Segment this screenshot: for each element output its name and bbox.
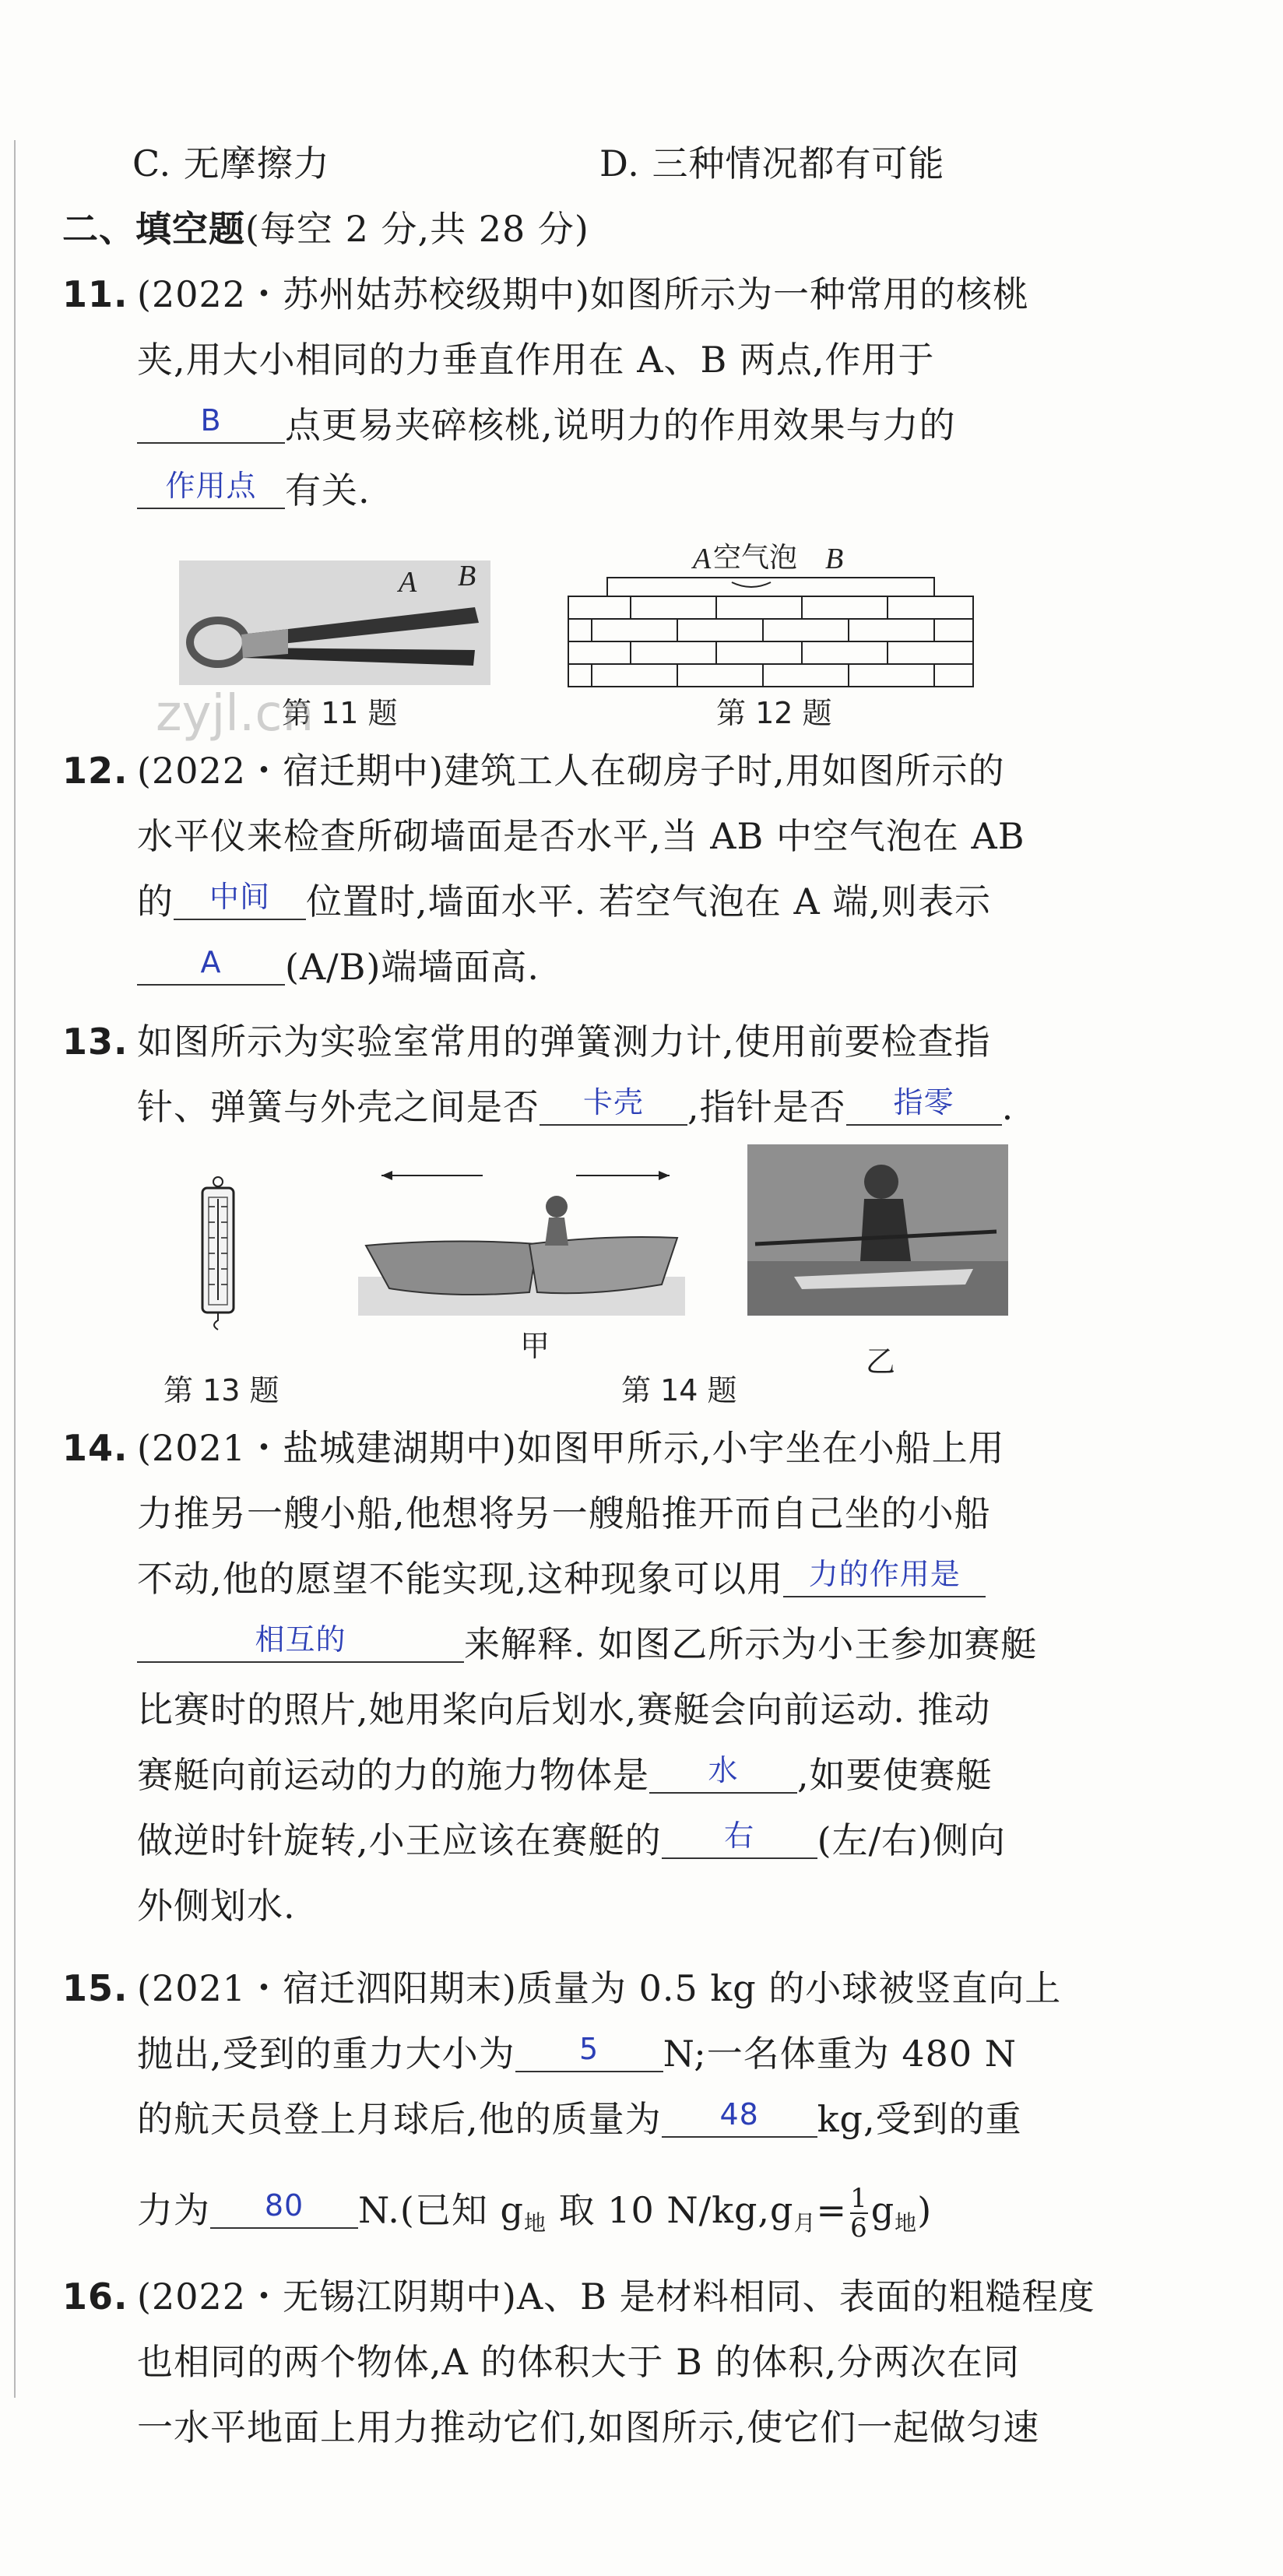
q14-blank2[interactable] bbox=[649, 1753, 797, 1794]
q14-line5: 比赛时的照片,她用桨向后划水,赛艇会向前运动. 推动 bbox=[137, 1689, 991, 1731]
watermark: zyjl.cn bbox=[156, 685, 315, 743]
spring-scale-figure bbox=[195, 1176, 241, 1331]
q15-line1: (2021・宿迁泗阳期末)质量为 0.5 kg 的小球被竖直向上 bbox=[137, 1967, 1062, 2009]
q12-line2: 水平仪来检查所砌墙面是否水平,当 AB 中空气泡在 AB bbox=[137, 815, 1025, 857]
q11-number: 11. bbox=[62, 273, 128, 315]
section-heading bbox=[62, 206, 589, 252]
q13-line1: 如图所示为实验室常用的弹簧测力计,使用前要检查指 bbox=[137, 1021, 991, 1063]
q11-answer1: B bbox=[200, 403, 222, 438]
q13-answer1: 卡壳 bbox=[582, 1085, 644, 1119]
q12-answer2: A bbox=[200, 945, 222, 979]
one-sixth-fraction: $\frac{1}{6}$ bbox=[850, 2183, 868, 2244]
section-note: (每空 2 分,共 28 分) bbox=[245, 208, 589, 250]
fig11-label-a: A bbox=[399, 566, 417, 599]
q12-line1: (2022・宿迁期中)建筑工人在砌房子时,用如图所示的 bbox=[137, 750, 1005, 792]
q11-line4: 作用点 有关. bbox=[137, 467, 371, 514]
q14-answer1a: 力的作用是 bbox=[808, 1557, 961, 1591]
q11-blank2[interactable] bbox=[137, 469, 285, 509]
fig14-label-jia: 甲 bbox=[520, 1329, 550, 1363]
q14-number: 14. bbox=[62, 1427, 128, 1469]
margin-line bbox=[14, 140, 16, 2398]
q11-line1: (2022・苏州姑苏校级期中)如图所示为一种常用的核桃 bbox=[137, 273, 1029, 315]
brick-wall-level-figure bbox=[561, 537, 981, 693]
q15-answer3: 80 bbox=[264, 2188, 304, 2223]
option-d: D. 三种情况都有可能 bbox=[599, 142, 945, 185]
q13-answer2: 指零 bbox=[893, 1085, 954, 1119]
q15-blank3[interactable] bbox=[210, 2188, 358, 2229]
q11-line2: 夹,用大小相同的力垂直作用在 A、B 两点,作用于 bbox=[137, 339, 935, 381]
fig11-label-b: B bbox=[458, 561, 476, 592]
q11-answer2: 作用点 bbox=[165, 469, 257, 503]
fig13-caption: 第 13 题 bbox=[163, 1373, 279, 1407]
q14-blank1b[interactable] bbox=[137, 1622, 464, 1663]
q15-line4: 力为 80 N.(已知 $g_地$ 取 10 $N/kg,g_月=$ $\frac{1}{6}$ $g_地$) bbox=[137, 2183, 933, 2244]
q14-line2: 力推另一艘小船,他想将另一艘船推开而自己坐的小船 bbox=[137, 1492, 991, 1534]
q16-line1: (2022・无锡江阴期中)A、B 是材料相同、表面的粗糙程度 bbox=[137, 2276, 1095, 2318]
q12-answer1: 中间 bbox=[209, 880, 270, 914]
q16-line3: 一水平地面上用力推动它们,如图所示,使它们一起做匀速 bbox=[137, 2406, 1040, 2448]
q14-blank3[interactable] bbox=[662, 1819, 817, 1859]
q11-line3: B 点更易夹碎核桃,说明力的作用效果与力的 bbox=[137, 402, 956, 448]
q14-line6: 赛艇向前运动的力的施力物体是 水 ,如要使赛艇 bbox=[137, 1752, 993, 1798]
q14-answer3: 右 bbox=[724, 1819, 755, 1853]
q14-blank1a[interactable] bbox=[783, 1557, 986, 1597]
q13-number: 13. bbox=[62, 1021, 128, 1063]
fig12-label-bubble: 空气泡 bbox=[713, 542, 798, 574]
q12-number: 12. bbox=[62, 750, 128, 792]
q15-answer2: 48 bbox=[719, 2097, 759, 2131]
q12-blank1[interactable] bbox=[174, 880, 306, 920]
q14-line3: 不动,他的愿望不能实现,这种现象可以用 力的作用是 bbox=[137, 1555, 986, 1602]
q14-answer1b: 相互的 bbox=[255, 1622, 346, 1657]
q16-number: 16. bbox=[62, 2276, 128, 2318]
q15-answer1: 5 bbox=[579, 2032, 599, 2066]
fig12-caption: 第 12 题 bbox=[716, 696, 832, 730]
fig14-caption: 第 14 题 bbox=[621, 1373, 737, 1407]
q14-line1: (2021・盐城建湖期中)如图甲所示,小宇坐在小船上用 bbox=[137, 1427, 1005, 1469]
fig12-label-a: A bbox=[693, 543, 712, 575]
q14-line8: 外侧划水. bbox=[137, 1885, 296, 1927]
q11-blank1[interactable] bbox=[137, 403, 285, 444]
q12-line4: A (A/B)端墙面高. bbox=[137, 944, 540, 990]
q13-line2: 针、弹簧与外壳之间是否 卡壳 ,指针是否 指零 . bbox=[137, 1084, 1014, 1130]
option-c: C. 无摩擦力 bbox=[132, 142, 330, 185]
q15-number: 15. bbox=[62, 1967, 128, 2009]
q14-line7: 做逆时针旋转,小王应该在赛艇的 右 (左/右)侧向 bbox=[137, 1817, 1006, 1864]
q15-blank1[interactable] bbox=[515, 2032, 663, 2072]
q14-answer2: 水 bbox=[708, 1753, 739, 1787]
section-title: 二、填空题 bbox=[62, 208, 245, 250]
q12-line3: 的 中间 位置时,墙面水平. 若空气泡在 A 端,则表示 bbox=[137, 878, 991, 925]
q15-line3: 的航天员登上月球后,他的质量为 48 kg,受到的重 bbox=[137, 2096, 1022, 2142]
q13-blank2[interactable] bbox=[846, 1085, 1002, 1126]
q13-blank1[interactable] bbox=[540, 1085, 687, 1126]
fig11-caption: 第 11 题 bbox=[282, 696, 398, 730]
q15-blank2[interactable] bbox=[662, 2097, 817, 2138]
q15-line2: 抛出,受到的重力大小为 5 N;一名体重为 480 N bbox=[137, 2030, 1017, 2077]
q12-blank2[interactable] bbox=[137, 945, 285, 986]
q14-line4: 相互的 来解释. 如图乙所示为小王参加赛艇 bbox=[137, 1621, 1037, 1668]
boats-figure bbox=[358, 1160, 685, 1316]
walnut-cracker-figure bbox=[179, 561, 490, 685]
fig12-label-b: B bbox=[825, 543, 844, 575]
q16-line2: 也相同的两个物体,A 的体积大于 B 的体积,分两次在同 bbox=[137, 2341, 1021, 2383]
rowing-photo-figure bbox=[747, 1144, 1008, 1316]
fig14-label-yi: 乙 bbox=[866, 1344, 896, 1379]
